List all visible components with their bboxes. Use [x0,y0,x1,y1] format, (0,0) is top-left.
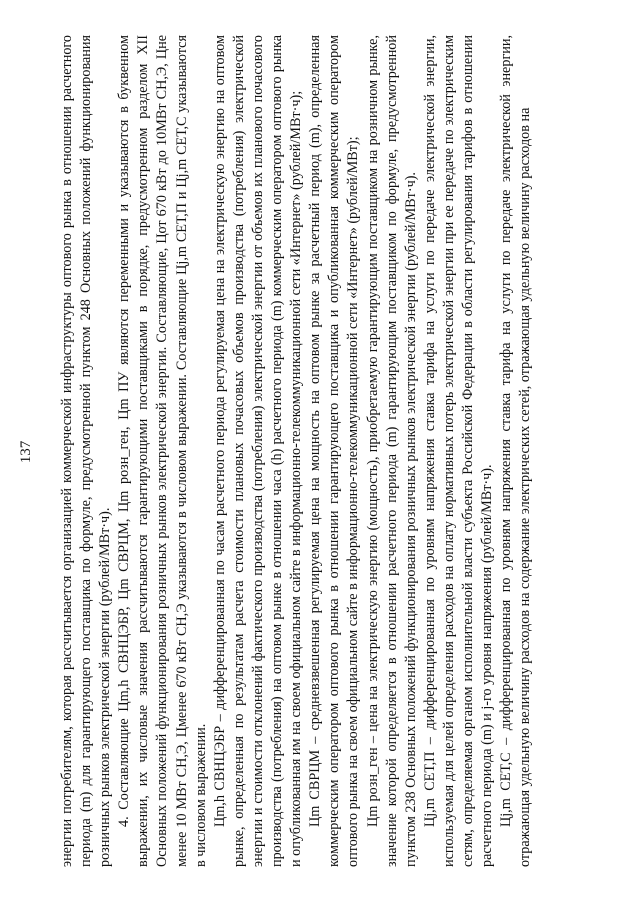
rotated-page-content [10,17,630,887]
paragraph-7: Цj,m СЕТ,С – дифференцированная по уровням напряжения ставка тарифа на услуги по передаче электрической энергии, отражающая удельную величину расходов на содержание электрических сетей, отражающая удельную величину расходов на [498,35,534,867]
paragraph-1: энергии потребителям, которая рассчитывается организацией коммерческой инфраструктуры оптового рынка в отношении расчетного периода (m) для гарантирующего поставщика по формуле, предусмотренной пунктом 248 Основных положений функционирования розничных рынков электрической энергии (рублей/МВт·ч). [59,35,114,867]
paragraph-5: Цm розн_ген – цена на электрическую энергию (мощность), приобретаемую гарантирующим поставщиком на розничном рынке, значение которой определяется в отношении расчетного периода (m) гарантирующим поставщиком по формуле, предусмотренной пунктом 238 Основных положений функционирования розничных рынков электрической энергии (рублей/МВт·ч). [364,35,419,867]
paragraph-6: Цj,m СЕТ,П – дифференцированная по уровням напряжения ставка тарифа на услуги по передаче электрической энергии, используемая для целей определения расходов на оплату нормативных потерь электрической энергии при ее передаче по электрическим сетям, определяемая органом исполнительной власти субъекта Российской Федерации в области регулирования тарифов в отношении расчетного периода (m) и j-го уровня напряжения (рублей/МВт·ч). [421,35,496,867]
paragraph-3: Цm,h СВНЦЭБР – дифференцированная по часам расчетного периода регулируемая цена на электрическую энергию на оптовом рынке, определенная по результатам расчета стоимости плановых почасовых объемов производства (потребления) электрической энергии и стоимости отклонений фактического производства (потребления) электрической энергии от объемов их планового почасового производства (потребления) на оптовом рынке в отношении часа (h) расчетного периода (m) коммерческим оператором оптового рынка и опубликованная им на своем официальном сайте в информационно-телекоммуникационной сети «Интернет» (рублей/МВт·ч); [211,35,305,867]
document-body [58,35,535,867]
paragraph-2: 4. Составляющие Цm,h СВНЦЭБР, Цm СВРЦМ, Цm розн_ген, Цm ПУ являются переменными и указываются в буквенном выражении, их числовые значения рассчитываются гарантирующими поставщиками в порядке, предусмотренном разделом XII Основных положений функционирования розничных рынков электрической энергии. Составляющие, Цот 670 кВт до 10МВт СН,Э, Цне менее 10 МВт СН,Э, Цменее 670 кВт СН,Э указываются в числовом выражении. Составляющие Цj,m СЕТ,П и Цj,m СЕТ,С указываются в числовом выражении. [116,35,209,867]
paragraph-4: Цm СВРЦМ – средневзвешенная регулируемая цена на мощность на оптовом рынке за расчетный период (m), определенная коммерческим оператором оптового рынка в отношении гарантирующего поставщика и опубликованная коммерческим оператором оптового рынка на своем официальном сайте в информационно-телекоммуникационной сети «Интернет» (рублей/МВт); [307,35,362,867]
page-number: 137 [18,440,34,464]
